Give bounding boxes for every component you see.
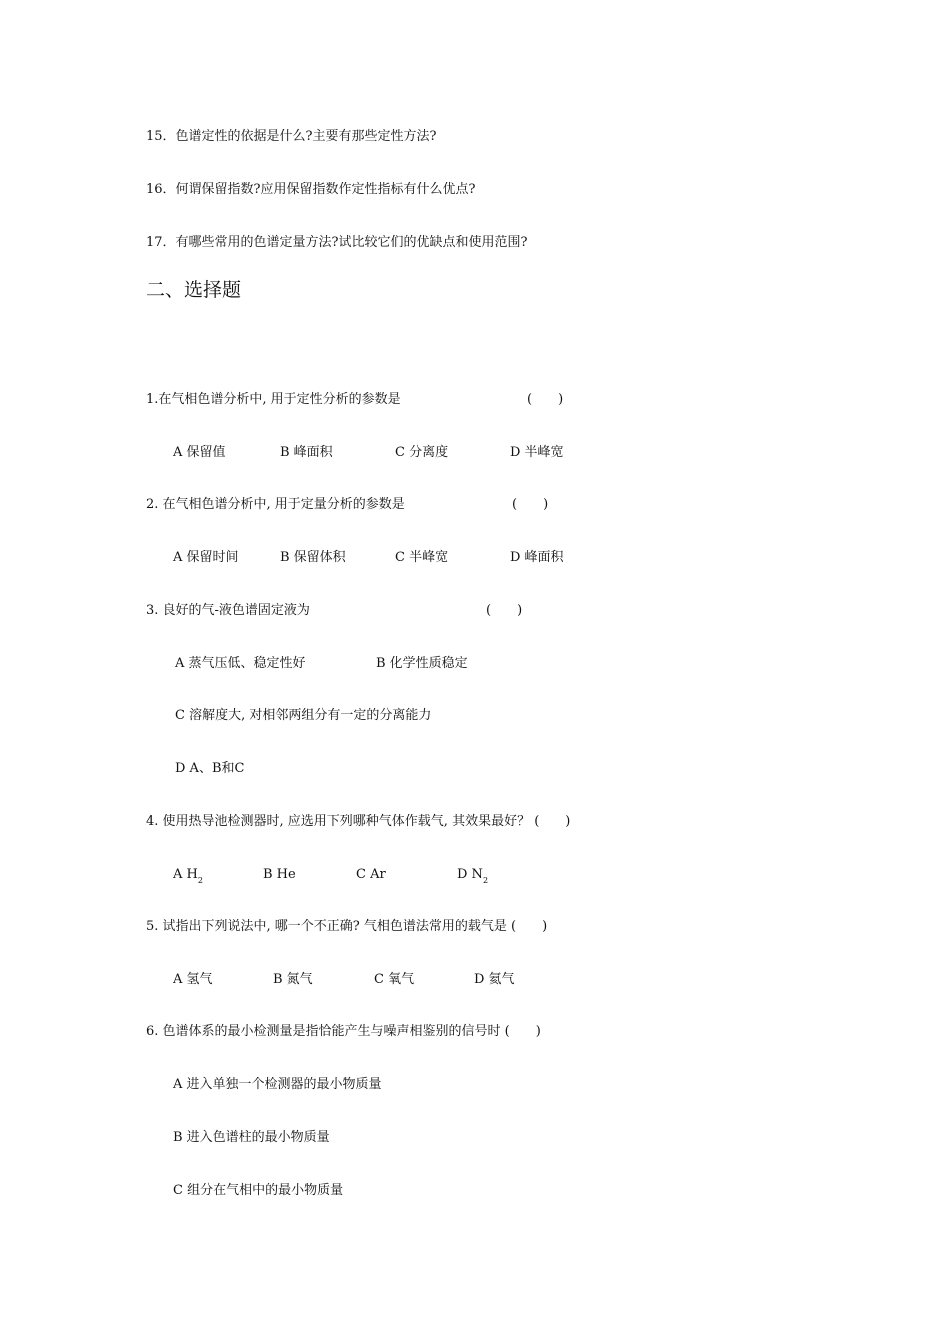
question-2-option-c: C 半峰宽: [395, 550, 449, 565]
question-15: 15．色谱定性的依据是什么?主要有那些定性方法?: [146, 129, 437, 144]
question-16: 16．何谓保留指数?应用保留指数作定性指标有什么优点?: [146, 182, 476, 197]
question-2-option-a: A 保留时间: [173, 550, 239, 565]
question-6-option-c: C 组分在气相中的最小物质量: [173, 1183, 344, 1198]
question-5-stem: 5. 试指出下列说法中, 哪一个不正确? 气相色谱法常用的载气是 ( ): [146, 919, 548, 934]
question-3-answer-paren: ( ): [486, 603, 523, 618]
question-1-option-c: C 分离度: [395, 445, 449, 460]
question-3-option-b: B 化学性质稳定: [376, 656, 468, 671]
question-4-option-d-text: D N: [457, 867, 483, 882]
question-4-option-a: [173, 866, 203, 890]
question-4-option-d: [457, 866, 488, 890]
question-4-option-c-text: C Ar: [356, 867, 386, 882]
question-5-option-b: B 氮气: [273, 972, 313, 987]
question-2-option-d: D 峰面积: [510, 550, 564, 565]
question-1-option-d: D 半峰宽: [510, 445, 564, 460]
question-6-stem: 6. 色谱体系的最小检测量是指恰能产生与噪声相鉴别的信号时 ( ): [146, 1024, 541, 1039]
question-3-option-a: A 蒸气压低、稳定性好: [175, 656, 306, 671]
question-4-option-b: [263, 866, 296, 884]
question-5-option-d: D 氦气: [474, 972, 515, 987]
question-3-option-c: C 溶解度大, 对相邻两组分有一定的分离能力: [175, 708, 432, 723]
question-4-option-b-text: B He: [263, 867, 296, 882]
question-3-option-d: D A、B和C: [175, 761, 245, 776]
question-3-stem: 3. 良好的气-液色谱固定液为: [146, 603, 310, 618]
question-1-answer-paren: ( ): [527, 392, 564, 407]
question-4-option-d-subscript: 2: [482, 876, 489, 885]
question-1-stem: 1.在气相色谱分析中, 用于定性分析的参数是: [146, 392, 401, 407]
question-4-option-c: [356, 866, 386, 884]
question-2-answer-paren: ( ): [512, 497, 549, 512]
question-4-stem: 4. 使用热导池检测器时, 应选用下列哪种气体作载气, 其效果最好？ ( ): [146, 814, 571, 829]
question-1-option-b: B 峰面积: [280, 445, 333, 460]
question-6-option-a: A 进入单独一个检测器的最小物质量: [173, 1077, 382, 1092]
question-2-option-b: B 保留体积: [280, 550, 346, 565]
question-6-option-b: B 进入色谱柱的最小物质量: [173, 1130, 330, 1145]
question-5-option-c: C 氧气: [374, 972, 415, 987]
question-1-option-a: A 保留值: [173, 445, 226, 460]
section-title: 二、选择题: [146, 279, 242, 301]
question-5-option-a: A 氢气: [173, 972, 213, 987]
question-2-stem: 2. 在气相色谱分析中, 用于定量分析的参数是: [146, 497, 405, 512]
question-17: 17．有哪些常用的色谱定量方法?试比较它们的优缺点和使用范围?: [146, 235, 528, 250]
question-4-option-a-text: A H: [173, 867, 198, 882]
question-4-option-a-subscript: 2: [197, 876, 203, 885]
